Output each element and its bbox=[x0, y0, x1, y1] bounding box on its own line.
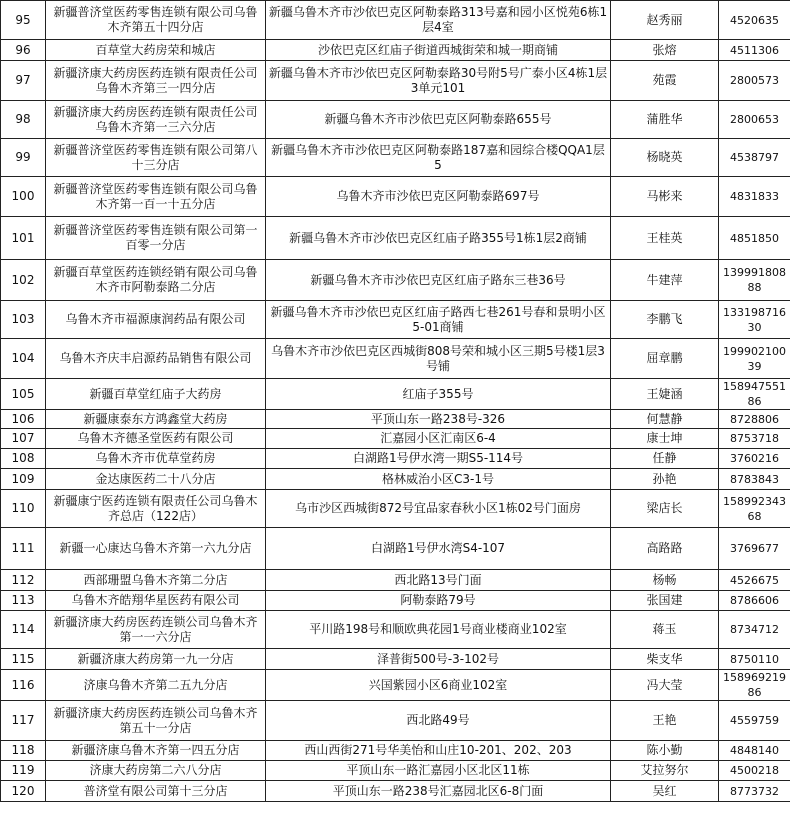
table-row bbox=[1, 1, 790, 40]
cell-no: 95 bbox=[1, 1, 46, 40]
cell-name: 乌鲁木齐市优草堂药房 bbox=[46, 449, 266, 469]
cell-phone: 4538797 bbox=[719, 139, 790, 177]
cell-phone: 15894755186 bbox=[719, 379, 790, 410]
cell-contact: 陈小勤 bbox=[611, 741, 719, 761]
cell-no: 114 bbox=[1, 611, 46, 649]
cell-phone: 4559759 bbox=[719, 701, 790, 741]
cell-name: 新疆济康乌鲁木齐第一四五分店 bbox=[46, 741, 266, 761]
cell-address: 乌鲁木齐市沙依巴克区阿勒泰路697号 bbox=[266, 177, 611, 217]
cell-no: 112 bbox=[1, 570, 46, 591]
cell-phone: 4851850 bbox=[719, 217, 790, 260]
cell-name: 新疆普济堂医药零售连锁有限公司乌鲁木齐第一百一十五分店 bbox=[46, 177, 266, 217]
table-row bbox=[1, 570, 790, 591]
cell-phone: 4511306 bbox=[719, 40, 790, 61]
cell-no: 105 bbox=[1, 379, 46, 410]
cell-phone: 4526675 bbox=[719, 570, 790, 591]
table-row bbox=[1, 379, 790, 410]
cell-address: 红庙子355号 bbox=[266, 379, 611, 410]
cell-address: 新疆乌鲁木齐市沙依巴克区阿勒泰路187嘉和园综合楼QQA1层5 bbox=[266, 139, 611, 177]
cell-name: 百草堂大药房荣和城店 bbox=[46, 40, 266, 61]
cell-address: 乌鲁木齐市沙依巴克区西城街808号荣和城小区三期5号楼1层3号铺 bbox=[266, 339, 611, 379]
cell-address: 汇嘉园小区汇南区6-4 bbox=[266, 429, 611, 449]
cell-no: 110 bbox=[1, 490, 46, 528]
cell-address: 平顶山东一路238号汇嘉园北区6-8门面 bbox=[266, 781, 611, 802]
cell-address: 新疆乌鲁木齐市沙依巴克区阿勒泰路30号附5号广泰小区4栋1层3单元101 bbox=[266, 61, 611, 101]
cell-phone: 13319871630 bbox=[719, 301, 790, 339]
cell-contact: 任静 bbox=[611, 449, 719, 469]
cell-phone: 8728806 bbox=[719, 410, 790, 429]
table-row bbox=[1, 40, 790, 61]
table-row bbox=[1, 781, 790, 802]
table-row bbox=[1, 469, 790, 490]
cell-contact: 马彬来 bbox=[611, 177, 719, 217]
cell-no: 101 bbox=[1, 217, 46, 260]
table-row bbox=[1, 61, 790, 101]
table-row bbox=[1, 339, 790, 379]
cell-address: 白湖路1号伊水湾一期S5-114号 bbox=[266, 449, 611, 469]
table-row bbox=[1, 591, 790, 611]
cell-name: 新疆一心康达乌鲁木齐第一六九分店 bbox=[46, 528, 266, 570]
cell-name: 普济堂有限公司第十三分店 bbox=[46, 781, 266, 802]
cell-name: 乌鲁木齐皓翔华星医药有限公司 bbox=[46, 591, 266, 611]
cell-no: 115 bbox=[1, 649, 46, 670]
cell-address: 格林威治小区C3-1号 bbox=[266, 469, 611, 490]
cell-contact: 艾拉努尔 bbox=[611, 761, 719, 781]
cell-name: 新疆百草堂医药连锁经销有限公司乌鲁木齐市阿勒泰路二分店 bbox=[46, 260, 266, 301]
table-row bbox=[1, 217, 790, 260]
cell-phone: 13999180888 bbox=[719, 260, 790, 301]
cell-phone: 8773732 bbox=[719, 781, 790, 802]
table-row bbox=[1, 528, 790, 570]
cell-address: 乌市沙区西城街872号宜品家春秋小区1栋02号门面房 bbox=[266, 490, 611, 528]
cell-contact: 吴红 bbox=[611, 781, 719, 802]
cell-contact: 蒋玉 bbox=[611, 611, 719, 649]
cell-no: 99 bbox=[1, 139, 46, 177]
cell-name: 新疆济康大药房第一九一分店 bbox=[46, 649, 266, 670]
cell-name: 新疆普济堂医药零售连锁有限公司第八十三分店 bbox=[46, 139, 266, 177]
cell-name: 新疆百草堂红庙子大药房 bbox=[46, 379, 266, 410]
cell-contact: 蒲胜华 bbox=[611, 101, 719, 139]
cell-phone: 8783843 bbox=[719, 469, 790, 490]
cell-name: 济康大药房第二六八分店 bbox=[46, 761, 266, 781]
cell-address: 新疆乌鲁木齐市沙依巴克区阿勒泰路313号嘉和园小区悦苑6栋1层4室 bbox=[266, 1, 611, 40]
cell-address: 泽普街500号-3-102号 bbox=[266, 649, 611, 670]
cell-contact: 牛建萍 bbox=[611, 260, 719, 301]
cell-phone: 3760216 bbox=[719, 449, 790, 469]
cell-name: 新疆康泰东方鸿鑫堂大药房 bbox=[46, 410, 266, 429]
cell-phone: 19990210039 bbox=[719, 339, 790, 379]
cell-contact: 屈章鹏 bbox=[611, 339, 719, 379]
cell-contact: 王婕涵 bbox=[611, 379, 719, 410]
cell-phone: 4848140 bbox=[719, 741, 790, 761]
cell-no: 104 bbox=[1, 339, 46, 379]
cell-name: 新疆济康大药房医药连锁有限责任公司乌鲁木齐第三一四分店 bbox=[46, 61, 266, 101]
cell-contact: 杨晓英 bbox=[611, 139, 719, 177]
cell-address: 新疆乌鲁木齐市沙依巴克区红庙子路东三巷36号 bbox=[266, 260, 611, 301]
cell-no: 100 bbox=[1, 177, 46, 217]
cell-phone: 2800573 bbox=[719, 61, 790, 101]
cell-no: 102 bbox=[1, 260, 46, 301]
cell-address: 西山西街271号华美怡和山庄10-201、202、203 bbox=[266, 741, 611, 761]
cell-name: 新疆济康大药房医药连锁公司乌鲁木齐第一一六分店 bbox=[46, 611, 266, 649]
cell-contact: 冯大莹 bbox=[611, 670, 719, 701]
cell-name: 金达康医药二十八分店 bbox=[46, 469, 266, 490]
table-row bbox=[1, 490, 790, 528]
cell-phone: 8750110 bbox=[719, 649, 790, 670]
cell-name: 乌鲁木齐庆丰启源药品销售有限公司 bbox=[46, 339, 266, 379]
cell-name: 乌鲁木齐市福源康润药品有限公司 bbox=[46, 301, 266, 339]
cell-contact: 张国建 bbox=[611, 591, 719, 611]
cell-phone: 4520635 bbox=[719, 1, 790, 40]
table-row bbox=[1, 301, 790, 339]
cell-phone: 3769677 bbox=[719, 528, 790, 570]
cell-contact: 王桂英 bbox=[611, 217, 719, 260]
cell-address: 新疆乌鲁木齐市沙依巴克区红庙子路355号1栋1层2商铺 bbox=[266, 217, 611, 260]
cell-no: 109 bbox=[1, 469, 46, 490]
cell-contact: 李鹏飞 bbox=[611, 301, 719, 339]
cell-address: 平顶山东一路238号-326 bbox=[266, 410, 611, 429]
cell-phone: 8734712 bbox=[719, 611, 790, 649]
cell-address: 平川路198号和顺欧典花园1号商业楼商业102室 bbox=[266, 611, 611, 649]
table-row bbox=[1, 139, 790, 177]
cell-phone: 15899234368 bbox=[719, 490, 790, 528]
cell-contact: 张熔 bbox=[611, 40, 719, 61]
cell-no: 113 bbox=[1, 591, 46, 611]
table-row bbox=[1, 429, 790, 449]
cell-address: 新疆乌鲁木齐市沙依巴克区阿勒泰路655号 bbox=[266, 101, 611, 139]
cell-no: 97 bbox=[1, 61, 46, 101]
cell-address: 西北路13号门面 bbox=[266, 570, 611, 591]
cell-no: 120 bbox=[1, 781, 46, 802]
cell-contact: 康士坤 bbox=[611, 429, 719, 449]
cell-contact: 何慧静 bbox=[611, 410, 719, 429]
cell-no: 107 bbox=[1, 429, 46, 449]
cell-address: 白湖路1号伊水湾S4-107 bbox=[266, 528, 611, 570]
cell-no: 96 bbox=[1, 40, 46, 61]
cell-address: 西北路49号 bbox=[266, 701, 611, 741]
cell-name: 新疆济康大药房医药连锁公司乌鲁木齐第五十一分店 bbox=[46, 701, 266, 741]
cell-contact: 柴支华 bbox=[611, 649, 719, 670]
cell-contact: 杨畅 bbox=[611, 570, 719, 591]
cell-contact: 高路路 bbox=[611, 528, 719, 570]
cell-phone: 2800653 bbox=[719, 101, 790, 139]
cell-name: 新疆康宁医药连锁有限责任公司乌鲁木齐总店（122店） bbox=[46, 490, 266, 528]
cell-no: 108 bbox=[1, 449, 46, 469]
table-row bbox=[1, 410, 790, 429]
cell-name: 西部珊盟乌鲁木齐第二分店 bbox=[46, 570, 266, 591]
cell-name: 新疆普济堂医药零售连锁有限公司第一百零一分店 bbox=[46, 217, 266, 260]
cell-no: 116 bbox=[1, 670, 46, 701]
cell-address: 兴国紫园小区6商业102室 bbox=[266, 670, 611, 701]
cell-address: 新疆乌鲁木齐市沙依巴克区红庙子路西七巷261号春和景明小区5-01商铺 bbox=[266, 301, 611, 339]
cell-address: 沙依巴克区红庙子街道西城街荣和城一期商铺 bbox=[266, 40, 611, 61]
table-row bbox=[1, 611, 790, 649]
cell-contact: 梁店长 bbox=[611, 490, 719, 528]
cell-contact: 孙艳 bbox=[611, 469, 719, 490]
table-row bbox=[1, 701, 790, 741]
cell-phone: 8786606 bbox=[719, 591, 790, 611]
cell-contact: 王艳 bbox=[611, 701, 719, 741]
table-row bbox=[1, 741, 790, 761]
cell-phone: 4831833 bbox=[719, 177, 790, 217]
cell-address: 平顶山东一路汇嘉园小区北区11栋 bbox=[266, 761, 611, 781]
cell-no: 117 bbox=[1, 701, 46, 741]
cell-no: 111 bbox=[1, 528, 46, 570]
table-row bbox=[1, 670, 790, 701]
cell-contact: 赵秀丽 bbox=[611, 1, 719, 40]
cell-name: 乌鲁木齐德圣堂医药有限公司 bbox=[46, 429, 266, 449]
cell-no: 98 bbox=[1, 101, 46, 139]
cell-no: 106 bbox=[1, 410, 46, 429]
table-row bbox=[1, 260, 790, 301]
table-row bbox=[1, 649, 790, 670]
cell-phone: 15896921986 bbox=[719, 670, 790, 701]
table-row bbox=[1, 449, 790, 469]
cell-no: 119 bbox=[1, 761, 46, 781]
cell-name: 济康乌鲁木齐第二五九分店 bbox=[46, 670, 266, 701]
cell-no: 118 bbox=[1, 741, 46, 761]
table-row bbox=[1, 101, 790, 139]
cell-no: 103 bbox=[1, 301, 46, 339]
cell-name: 新疆普济堂医药零售连锁有限公司乌鲁木齐第五十四分店 bbox=[46, 1, 266, 40]
table-row bbox=[1, 177, 790, 217]
cell-name: 新疆济康大药房医药连锁有限责任公司乌鲁木齐第一三六分店 bbox=[46, 101, 266, 139]
table-row bbox=[1, 761, 790, 781]
cell-phone: 8753718 bbox=[719, 429, 790, 449]
cell-address: 阿勒泰路79号 bbox=[266, 591, 611, 611]
cell-phone: 4500218 bbox=[719, 761, 790, 781]
cell-contact: 苑霞 bbox=[611, 61, 719, 101]
